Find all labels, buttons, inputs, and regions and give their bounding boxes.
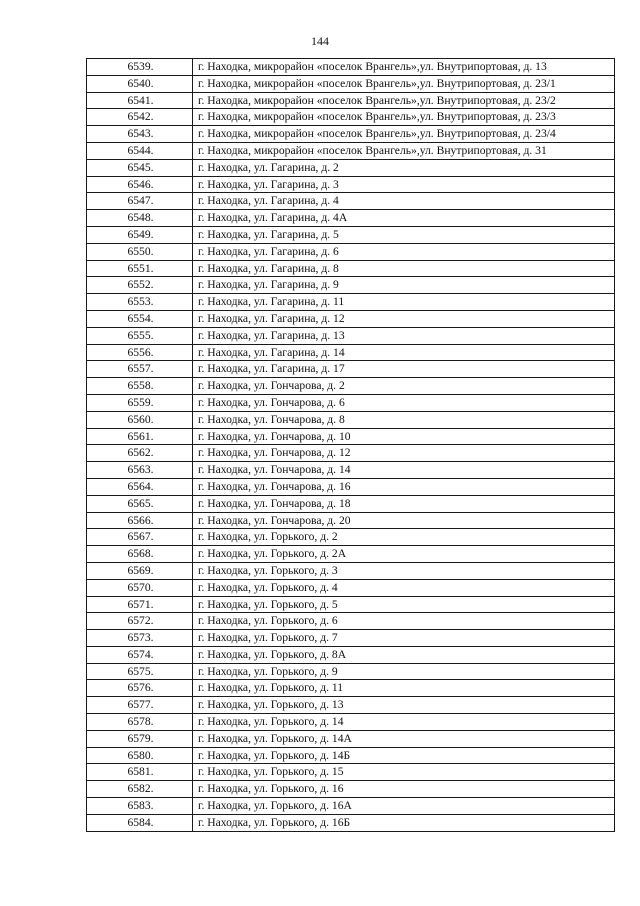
row-number: 6549. [87, 226, 193, 243]
row-number: 6540. [87, 75, 193, 92]
row-number: 6584. [87, 814, 193, 831]
table-row [87, 697, 615, 714]
row-number: 6568. [87, 546, 193, 563]
row-address: г. Находка, ул. Гагарина, д. 8 [193, 260, 615, 277]
page-number: 144 [311, 34, 329, 48]
row-number: 6564. [87, 478, 193, 495]
table-row [87, 126, 615, 143]
row-address: г. Находка, ул. Гончарова, д. 6 [193, 394, 615, 411]
table-row [87, 663, 615, 680]
row-number: 6554. [87, 310, 193, 327]
table-row [87, 596, 615, 613]
table-row [87, 109, 615, 126]
row-number: 6570. [87, 579, 193, 596]
row-address: г. Находка, ул. Горького, д. 11 [193, 680, 615, 697]
row-address: г. Находка, ул. Гагарина, д. 3 [193, 176, 615, 193]
table-row [87, 226, 615, 243]
row-address: г. Находка, ул. Гончарова, д. 18 [193, 495, 615, 512]
table-row [87, 730, 615, 747]
row-number: 6553. [87, 294, 193, 311]
row-address: г. Находка, ул. Гагарина, д. 4 [193, 193, 615, 210]
row-address: г. Находка, микрорайон «поселок Врангель»,ул. Внутрипортовая, д. 31 [193, 142, 615, 159]
table-row [87, 445, 615, 462]
row-address: г. Находка, ул. Горького, д. 6 [193, 613, 615, 630]
row-address: г. Находка, ул. Горького, д. 3 [193, 562, 615, 579]
table-row [87, 546, 615, 563]
table-row [87, 361, 615, 378]
address-table-body [87, 59, 615, 832]
row-address: г. Находка, ул. Гагарина, д. 14 [193, 344, 615, 361]
table-row [87, 394, 615, 411]
table-row [87, 310, 615, 327]
row-number: 6560. [87, 411, 193, 428]
table-row [87, 260, 615, 277]
row-address: г. Находка, ул. Гончарова, д. 2 [193, 378, 615, 395]
row-address: г. Находка, ул. Горького, д. 2 [193, 529, 615, 546]
row-number: 6561. [87, 428, 193, 445]
row-address: г. Находка, микрорайон «поселок Врангель»,ул. Внутрипортовая, д. 23/4 [193, 126, 615, 143]
row-number: 6539. [87, 59, 193, 76]
table-row [87, 411, 615, 428]
table-row [87, 243, 615, 260]
row-address: г. Находка, ул. Горького, д. 13 [193, 697, 615, 714]
table-row [87, 764, 615, 781]
table-row [87, 646, 615, 663]
row-address: г. Находка, ул. Горького, д. 16 [193, 781, 615, 798]
row-address: г. Находка, микрорайон «поселок Врангель»,ул. Внутрипортовая, д. 23/1 [193, 75, 615, 92]
row-address: г. Находка, ул. Гончарова, д. 12 [193, 445, 615, 462]
table-row [87, 529, 615, 546]
table-row [87, 159, 615, 176]
row-number: 6556. [87, 344, 193, 361]
row-address: г. Находка, ул. Горького, д. 14А [193, 730, 615, 747]
row-address: г. Находка, ул. Гагарина, д. 2 [193, 159, 615, 176]
table-row [87, 176, 615, 193]
row-number: 6548. [87, 210, 193, 227]
table-row [87, 327, 615, 344]
table-row [87, 378, 615, 395]
table-row [87, 714, 615, 731]
row-address: г. Находка, ул. Гагарина, д. 17 [193, 361, 615, 378]
row-address: г. Находка, ул. Горького, д. 8А [193, 646, 615, 663]
row-number: 6571. [87, 596, 193, 613]
table-row [87, 680, 615, 697]
table-row [87, 344, 615, 361]
table-row [87, 142, 615, 159]
row-number: 6551. [87, 260, 193, 277]
table-row [87, 92, 615, 109]
row-number: 6569. [87, 562, 193, 579]
row-address: г. Находка, ул. Гончарова, д. 20 [193, 512, 615, 529]
row-number: 6566. [87, 512, 193, 529]
table-row [87, 59, 615, 76]
table-row [87, 495, 615, 512]
row-number: 6555. [87, 327, 193, 344]
table-row [87, 579, 615, 596]
row-number: 6546. [87, 176, 193, 193]
table-row [87, 193, 615, 210]
row-address: г. Находка, ул. Горького, д. 16Б [193, 814, 615, 831]
row-number: 6544. [87, 142, 193, 159]
row-address: г. Находка, ул. Горького, д. 14Б [193, 747, 615, 764]
row-address: г. Находка, ул. Гончарова, д. 8 [193, 411, 615, 428]
table-row [87, 210, 615, 227]
row-number: 6547. [87, 193, 193, 210]
row-address: г. Находка, ул. Горького, д. 14 [193, 714, 615, 731]
row-address: г. Находка, микрорайон «поселок Врангель»,ул. Внутрипортовая, д. 23/3 [193, 109, 615, 126]
row-address: г. Находка, ул. Гончарова, д. 16 [193, 478, 615, 495]
row-number: 6565. [87, 495, 193, 512]
row-address: г. Находка, ул. Гагарина, д. 5 [193, 226, 615, 243]
row-address: г. Находка, ул. Горького, д. 9 [193, 663, 615, 680]
row-number: 6543. [87, 126, 193, 143]
row-number: 6581. [87, 764, 193, 781]
row-address: г. Находка, микрорайон «поселок Врангель»,ул. Внутрипортовая, д. 23/2 [193, 92, 615, 109]
row-address: г. Находка, ул. Горького, д. 15 [193, 764, 615, 781]
table-row [87, 277, 615, 294]
row-address: г. Находка, ул. Гончарова, д. 14 [193, 462, 615, 479]
table-row [87, 562, 615, 579]
table-row [87, 814, 615, 831]
row-address: г. Находка, ул. Горького, д. 7 [193, 630, 615, 647]
row-number: 6567. [87, 529, 193, 546]
row-number: 6552. [87, 277, 193, 294]
row-number: 6577. [87, 697, 193, 714]
row-number: 6562. [87, 445, 193, 462]
table-row [87, 478, 615, 495]
row-address: г. Находка, микрорайон «поселок Врангель»,ул. Внутрипортовая, д. 13 [193, 59, 615, 76]
row-address: г. Находка, ул. Гагарина, д. 12 [193, 310, 615, 327]
row-address: г. Находка, ул. Горького, д. 16А [193, 798, 615, 815]
row-number: 6573. [87, 630, 193, 647]
table-row [87, 747, 615, 764]
row-number: 6542. [87, 109, 193, 126]
row-number: 6579. [87, 730, 193, 747]
row-address: г. Находка, ул. Горького, д. 2А [193, 546, 615, 563]
table-row [87, 781, 615, 798]
table-row [87, 75, 615, 92]
row-number: 6557. [87, 361, 193, 378]
row-address: г. Находка, ул. Горького, д. 5 [193, 596, 615, 613]
table-row [87, 630, 615, 647]
row-number: 6558. [87, 378, 193, 395]
row-number: 6545. [87, 159, 193, 176]
row-number: 6574. [87, 646, 193, 663]
row-number: 6572. [87, 613, 193, 630]
row-address: г. Находка, ул. Горького, д. 4 [193, 579, 615, 596]
row-address: г. Находка, ул. Гагарина, д. 4А [193, 210, 615, 227]
row-address: г. Находка, ул. Гагарина, д. 6 [193, 243, 615, 260]
row-number: 6563. [87, 462, 193, 479]
row-number: 6583. [87, 798, 193, 815]
row-number: 6575. [87, 663, 193, 680]
table-row [87, 428, 615, 445]
table-row [87, 294, 615, 311]
table-row [87, 512, 615, 529]
row-number: 6541. [87, 92, 193, 109]
row-number: 6578. [87, 714, 193, 731]
row-number: 6576. [87, 680, 193, 697]
table-row [87, 613, 615, 630]
row-address: г. Находка, ул. Гагарина, д. 13 [193, 327, 615, 344]
row-number: 6582. [87, 781, 193, 798]
table-row [87, 798, 615, 815]
row-number: 6550. [87, 243, 193, 260]
row-number: 6559. [87, 394, 193, 411]
address-table [86, 58, 615, 832]
row-address: г. Находка, ул. Гагарина, д. 9 [193, 277, 615, 294]
table-row [87, 462, 615, 479]
row-address: г. Находка, ул. Гончарова, д. 10 [193, 428, 615, 445]
row-address: г. Находка, ул. Гагарина, д. 11 [193, 294, 615, 311]
row-number: 6580. [87, 747, 193, 764]
